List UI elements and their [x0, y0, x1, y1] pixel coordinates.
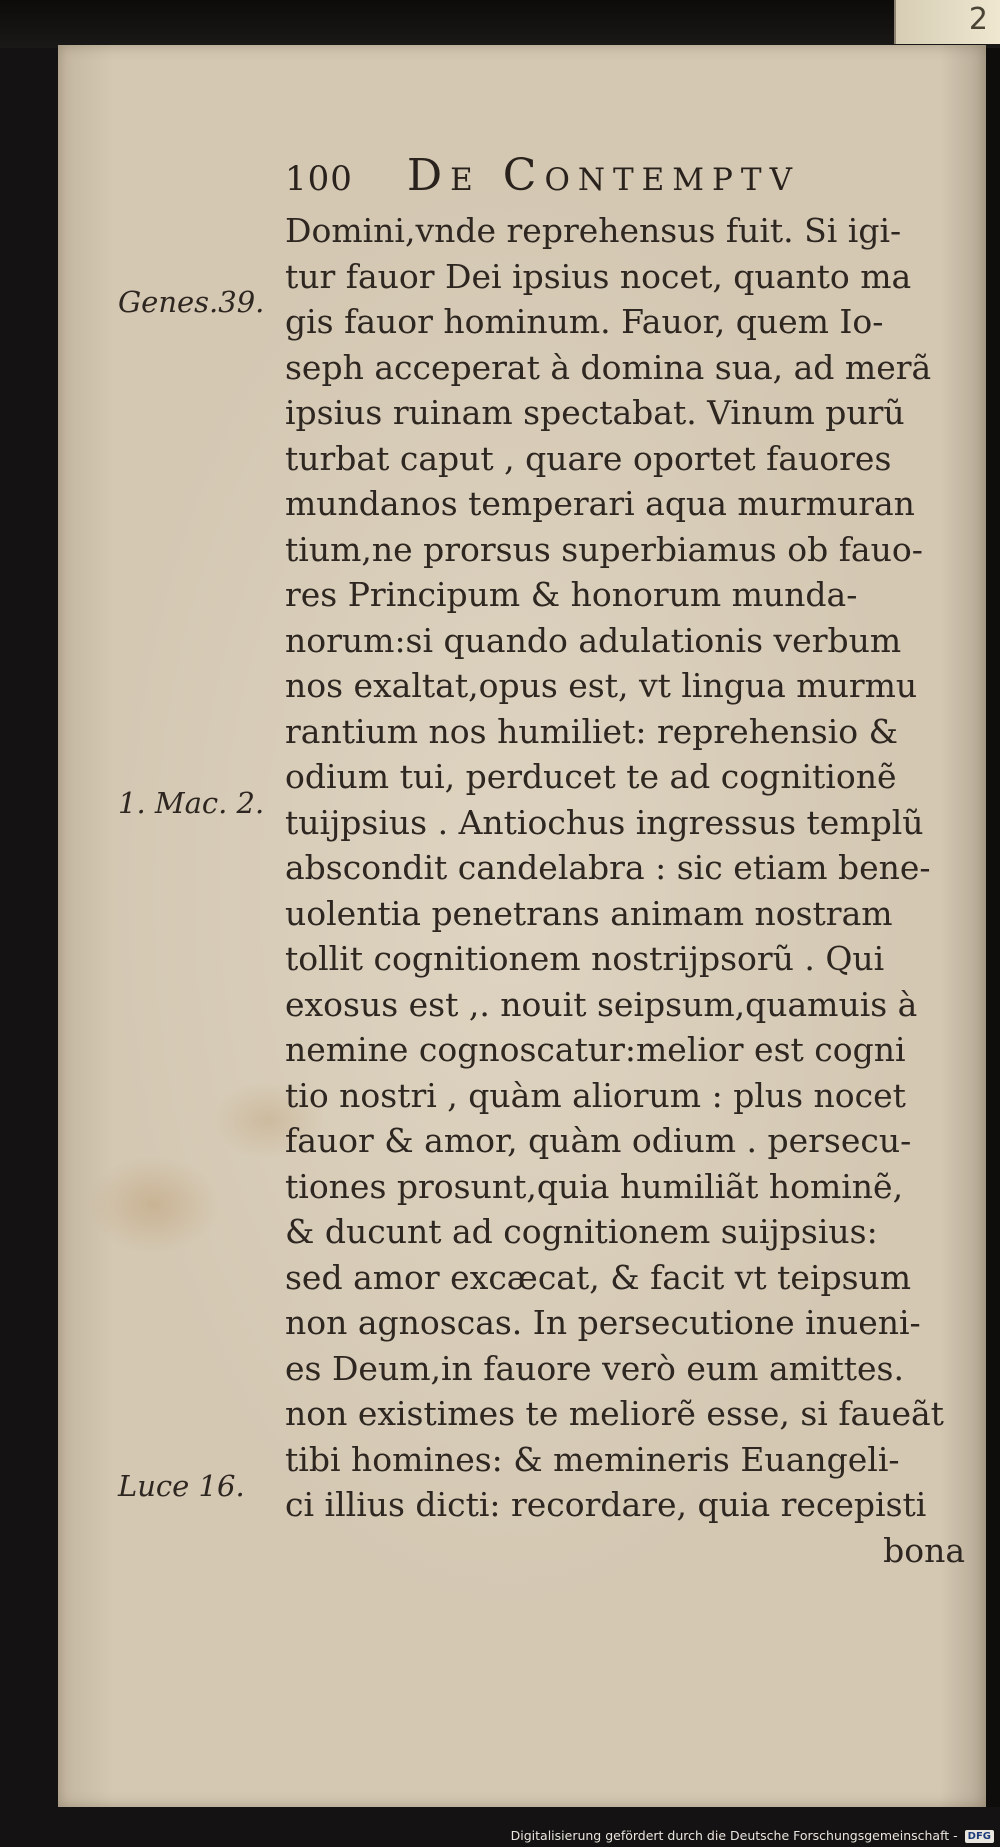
text-line: turbat caput , quare oportet fauores	[285, 438, 892, 478]
catchword: bona	[883, 1530, 965, 1570]
text-line: ipsius ruinam spectabat. Vinum purũ	[285, 393, 905, 432]
text-line: & ducunt ad cognitionem suijpsius:	[285, 1212, 878, 1251]
body-text	[285, 208, 965, 1573]
text-line: rantium nos humiliet: reprehensio &	[285, 711, 898, 751]
running-title: De Contemptv	[406, 150, 800, 201]
text-line: tium,ne prorsus superbiamus ob fauo-	[285, 529, 923, 569]
text-line: tollit cognitionem nostrijpsorũ . Qui	[285, 939, 885, 978]
credit-text: Digitalisierung gefördert durch die Deutsche Forschungsgemeinschaft -	[510, 1828, 958, 1843]
text-line: tio nostri , quàm aliorum : plus nocet	[285, 1075, 906, 1115]
text-line: res Principum & honorum munda-	[285, 575, 858, 614]
text-line: tiones prosunt,quia humiliãt hominẽ,	[285, 1166, 904, 1206]
marginal-note-maccabees: 1. Mac. 2.	[118, 786, 265, 820]
text-line: sed amor excæcat, & facit vt teipsum	[285, 1257, 912, 1297]
ruler-mark: 2	[968, 2, 988, 37]
text-line: fauor & amor, quàm odium . persecu-	[285, 1121, 912, 1160]
marginal-note-luke: Luce 16.	[118, 1469, 245, 1503]
text-line: non agnoscas. In persecutione inueni-	[285, 1303, 921, 1342]
page-edge-shadow	[986, 48, 1000, 1807]
text-line: odium tui, perducet te ad cognitionẽ	[285, 757, 897, 796]
dfg-logo-icon: DFG	[965, 1830, 994, 1843]
text-line: nos exaltat,opus est, vt lingua murmu	[285, 666, 918, 705]
text-line: ci illius dicti: recordare, quia recepisti	[285, 1485, 927, 1524]
page-number: 100	[285, 159, 353, 199]
scan-background-top	[0, 0, 1000, 48]
text-line: gis fauor hominum. Fauor, quem Io-	[285, 302, 884, 341]
text-line: tuijpsius . Antiochus ingressus templũ	[285, 802, 924, 842]
text-line: tibi homines: & memineris Euangeli-	[285, 1439, 900, 1479]
text-line: tur fauor Dei ipsius nocet, quanto ma	[285, 256, 912, 296]
scan-ruler	[894, 0, 1000, 44]
digitization-credit	[511, 1828, 994, 1843]
text-line: uolentia penetrans animam nostram	[285, 893, 893, 933]
text-line: es Deum,in fauore verò eum amittes.	[285, 1348, 904, 1388]
text-line: seph acceperat à domina sua, ad merã	[285, 347, 932, 387]
text-line: exosus est ,. nouit seipsum,quamuis à	[285, 984, 918, 1024]
text-line: norum:si quando adulationis verbum	[285, 620, 902, 660]
text-line: mundanos temperari aqua murmuran	[285, 484, 915, 523]
text-line: Domini,vnde reprehensus fuit. Si igi-	[285, 211, 902, 250]
text-line: nemine cognoscatur:melior est cogni	[285, 1030, 906, 1069]
text-line: non existimes te meliorẽ esse, si faueãt	[285, 1394, 944, 1433]
text-line: abscondit candelabra : sic etiam bene-	[285, 848, 931, 887]
page-header	[285, 150, 800, 201]
marginal-note-genesis: Genes.39.	[118, 285, 265, 319]
